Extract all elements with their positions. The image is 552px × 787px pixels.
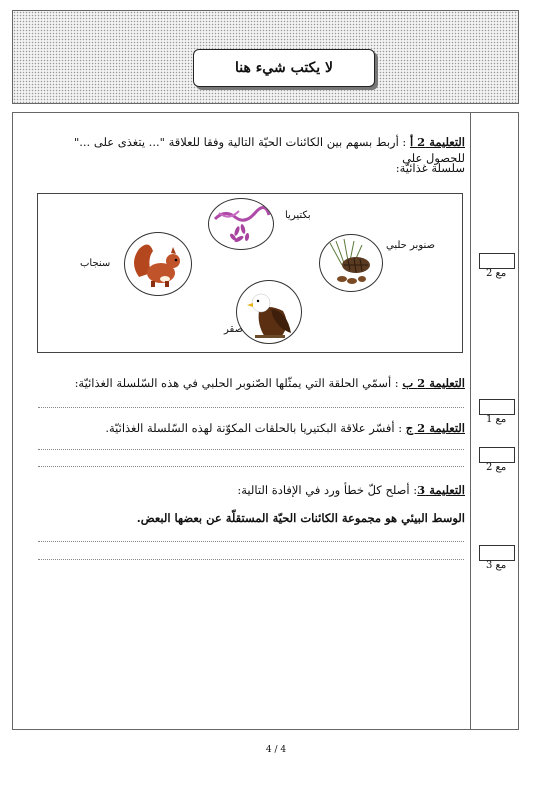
q2a-line2: سلسلة غذائيّة: bbox=[395, 161, 465, 175]
score-box-q2c[interactable] bbox=[479, 447, 515, 463]
pine-cone-icon bbox=[320, 235, 382, 291]
q2b-text: : أسمّي الحلقة التي يمثّلها الصّنوبر الحلبي في هذه السّلسلة الغذائيّة: bbox=[74, 376, 403, 390]
score-column-divider bbox=[470, 112, 471, 729]
score-label-q2a: مع 2 bbox=[486, 268, 507, 279]
pine-image bbox=[319, 234, 383, 292]
q2a-label: التعليمة 2 أ bbox=[409, 135, 465, 149]
eagle-caption: صقر bbox=[224, 324, 244, 335]
score-label-q2c: مع 2 bbox=[486, 462, 507, 473]
bacteria-image bbox=[208, 198, 274, 250]
score-box-q3[interactable] bbox=[479, 545, 515, 561]
q2c-line bbox=[35, 420, 465, 436]
do-not-write-area bbox=[12, 10, 519, 104]
q3-statement: الوسط البيئي هو مجموعة الكائنات الحيّة المستقلّة عن بعضها البعض. bbox=[136, 511, 465, 525]
q2c-answer-line-1[interactable] bbox=[38, 449, 464, 450]
eagle-image bbox=[236, 280, 302, 344]
bacteria-caption: بكتيريا bbox=[285, 210, 311, 221]
score-label-q3: مع 3 bbox=[486, 560, 507, 571]
q2b-answer-line[interactable] bbox=[38, 407, 464, 408]
score-box-q2b[interactable] bbox=[479, 399, 515, 415]
score-box-q2a[interactable] bbox=[479, 253, 515, 269]
pine-caption: صنوبر حلبي bbox=[386, 240, 435, 251]
squirrel-image bbox=[124, 232, 192, 296]
q3-text: : أصلح كلّ خطأ ورد في الإفادة التالية: bbox=[237, 483, 418, 497]
page-number: 4 / 4 bbox=[265, 745, 287, 755]
q2a-text: : أربط بسهم بين الكائنات الحيّة التالية وفقا للعلاقة "... يتغذى على ..." للحصول على bbox=[73, 135, 465, 165]
q3-answer-line-2[interactable] bbox=[38, 559, 464, 560]
q2c-answer-line-2[interactable] bbox=[38, 466, 464, 467]
q3-line bbox=[35, 482, 465, 498]
food-chain-figure bbox=[37, 193, 463, 353]
bacteria-icon bbox=[209, 199, 273, 249]
eagle-icon bbox=[237, 281, 301, 343]
do-not-write-label: لا يكتب شيء هنا bbox=[193, 49, 375, 87]
q3-answer-line-1[interactable] bbox=[38, 541, 464, 542]
q2c-text: : أفسّر علاقة البكتيريا بالحلقات المكوّنة لهذه السّلسلة الغذائيّة. bbox=[105, 421, 406, 435]
q3-label: التعليمة 3 bbox=[417, 483, 465, 497]
q2b-line bbox=[35, 375, 465, 391]
squirrel-caption: سنجاب bbox=[80, 258, 111, 269]
score-label-q2b: مع 1 bbox=[486, 414, 507, 425]
q2c-label: التعليمة 2 ج bbox=[405, 421, 465, 435]
q2b-label: التعليمة 2 ب bbox=[402, 376, 465, 390]
squirrel-icon bbox=[125, 233, 191, 295]
